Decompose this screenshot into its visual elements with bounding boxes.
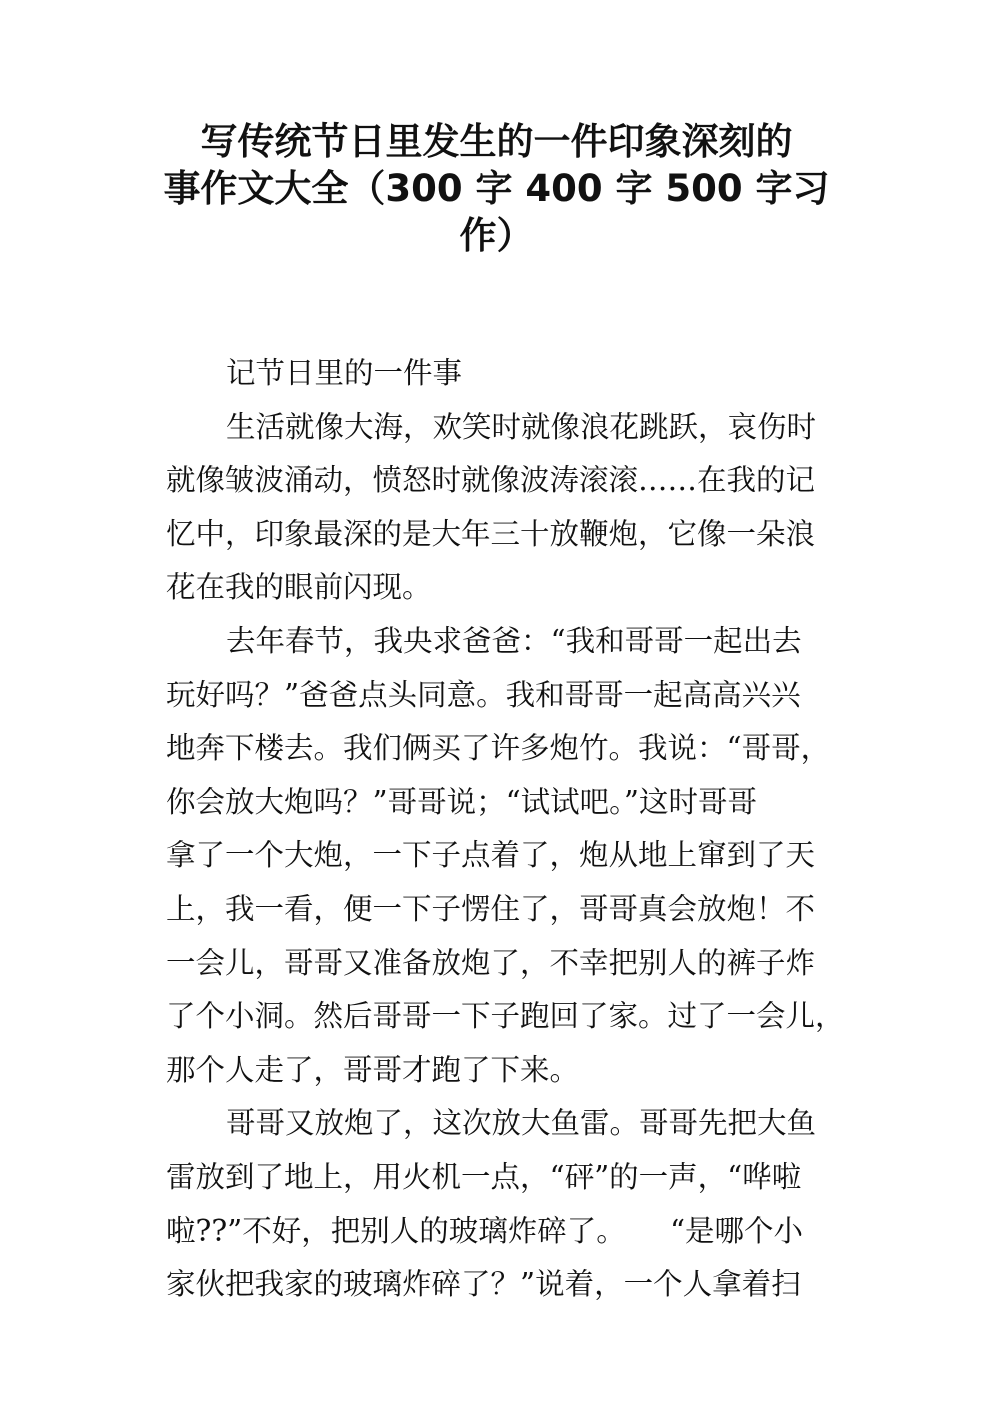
- title-line: 作）: [459, 214, 534, 257]
- paragraph-line: 就像皱波涌动，愤怒时就像波涛滚滚……在我的记: [166, 463, 816, 498]
- title-line: 写传统节日里发生的一件印象深刻的: [200, 120, 793, 163]
- paragraph-line: 一会儿，哥哥又准备放炮了，不幸把别人的裤子炸: [166, 945, 816, 980]
- document-body: [166, 347, 845, 1312]
- title-line: 事作文大全（300 字 400 字 500 字习: [163, 167, 830, 210]
- paragraph-line: 啦??”不好，把别人的玻璃炸碎了。 “是哪个小: [166, 1213, 804, 1248]
- paragraph-line: 生活就像大海，欢笑时就像浪花跳跃，哀伤时: [226, 409, 817, 444]
- paragraph-line: 了个小洞。然后哥哥一下子跑回了家。过了一会儿，: [166, 999, 845, 1034]
- paragraph-line: 那个人走了，哥哥才跑了下来。: [166, 1052, 580, 1087]
- paragraph-line: 雷放到了地上，用火机一点，“砰”的一声，“哗啦: [166, 1159, 802, 1194]
- paragraph-line: 玩好吗？”爸爸点头同意。我和哥哥一起高高兴兴: [166, 677, 801, 712]
- paragraph-line: 花在我的眼前闪现。: [166, 570, 432, 605]
- paragraph-line: 去年春节，我央求爸爸：“我和哥哥一起出去: [226, 623, 802, 658]
- paragraph-line: 家伙把我家的玻璃炸碎了？”说着，一个人拿着扫: [166, 1267, 801, 1302]
- paragraph-line: 上，我一看，便一下子愣住了，哥哥真会放炮！不: [166, 891, 816, 926]
- paragraph-line: 忆中，印象最深的是大年三十放鞭炮，它像一朵浪: [166, 516, 816, 551]
- paragraph-line: 你会放大炮吗？”哥哥说；“试试吧。”这时哥哥: [166, 784, 757, 819]
- document-title: [150, 118, 843, 259]
- paragraph-line: 哥哥又放炮了，这次放大鱼雷。哥哥先把大鱼: [226, 1106, 817, 1141]
- paragraph-line: 拿了一个大炮，一下子点着了，炮从地上窜到了天: [166, 838, 816, 873]
- paragraph-line: 地奔下楼去。我们俩买了许多炮竹。我说：“哥哥，: [166, 731, 831, 766]
- section-heading: 记节日里的一件事: [226, 356, 463, 390]
